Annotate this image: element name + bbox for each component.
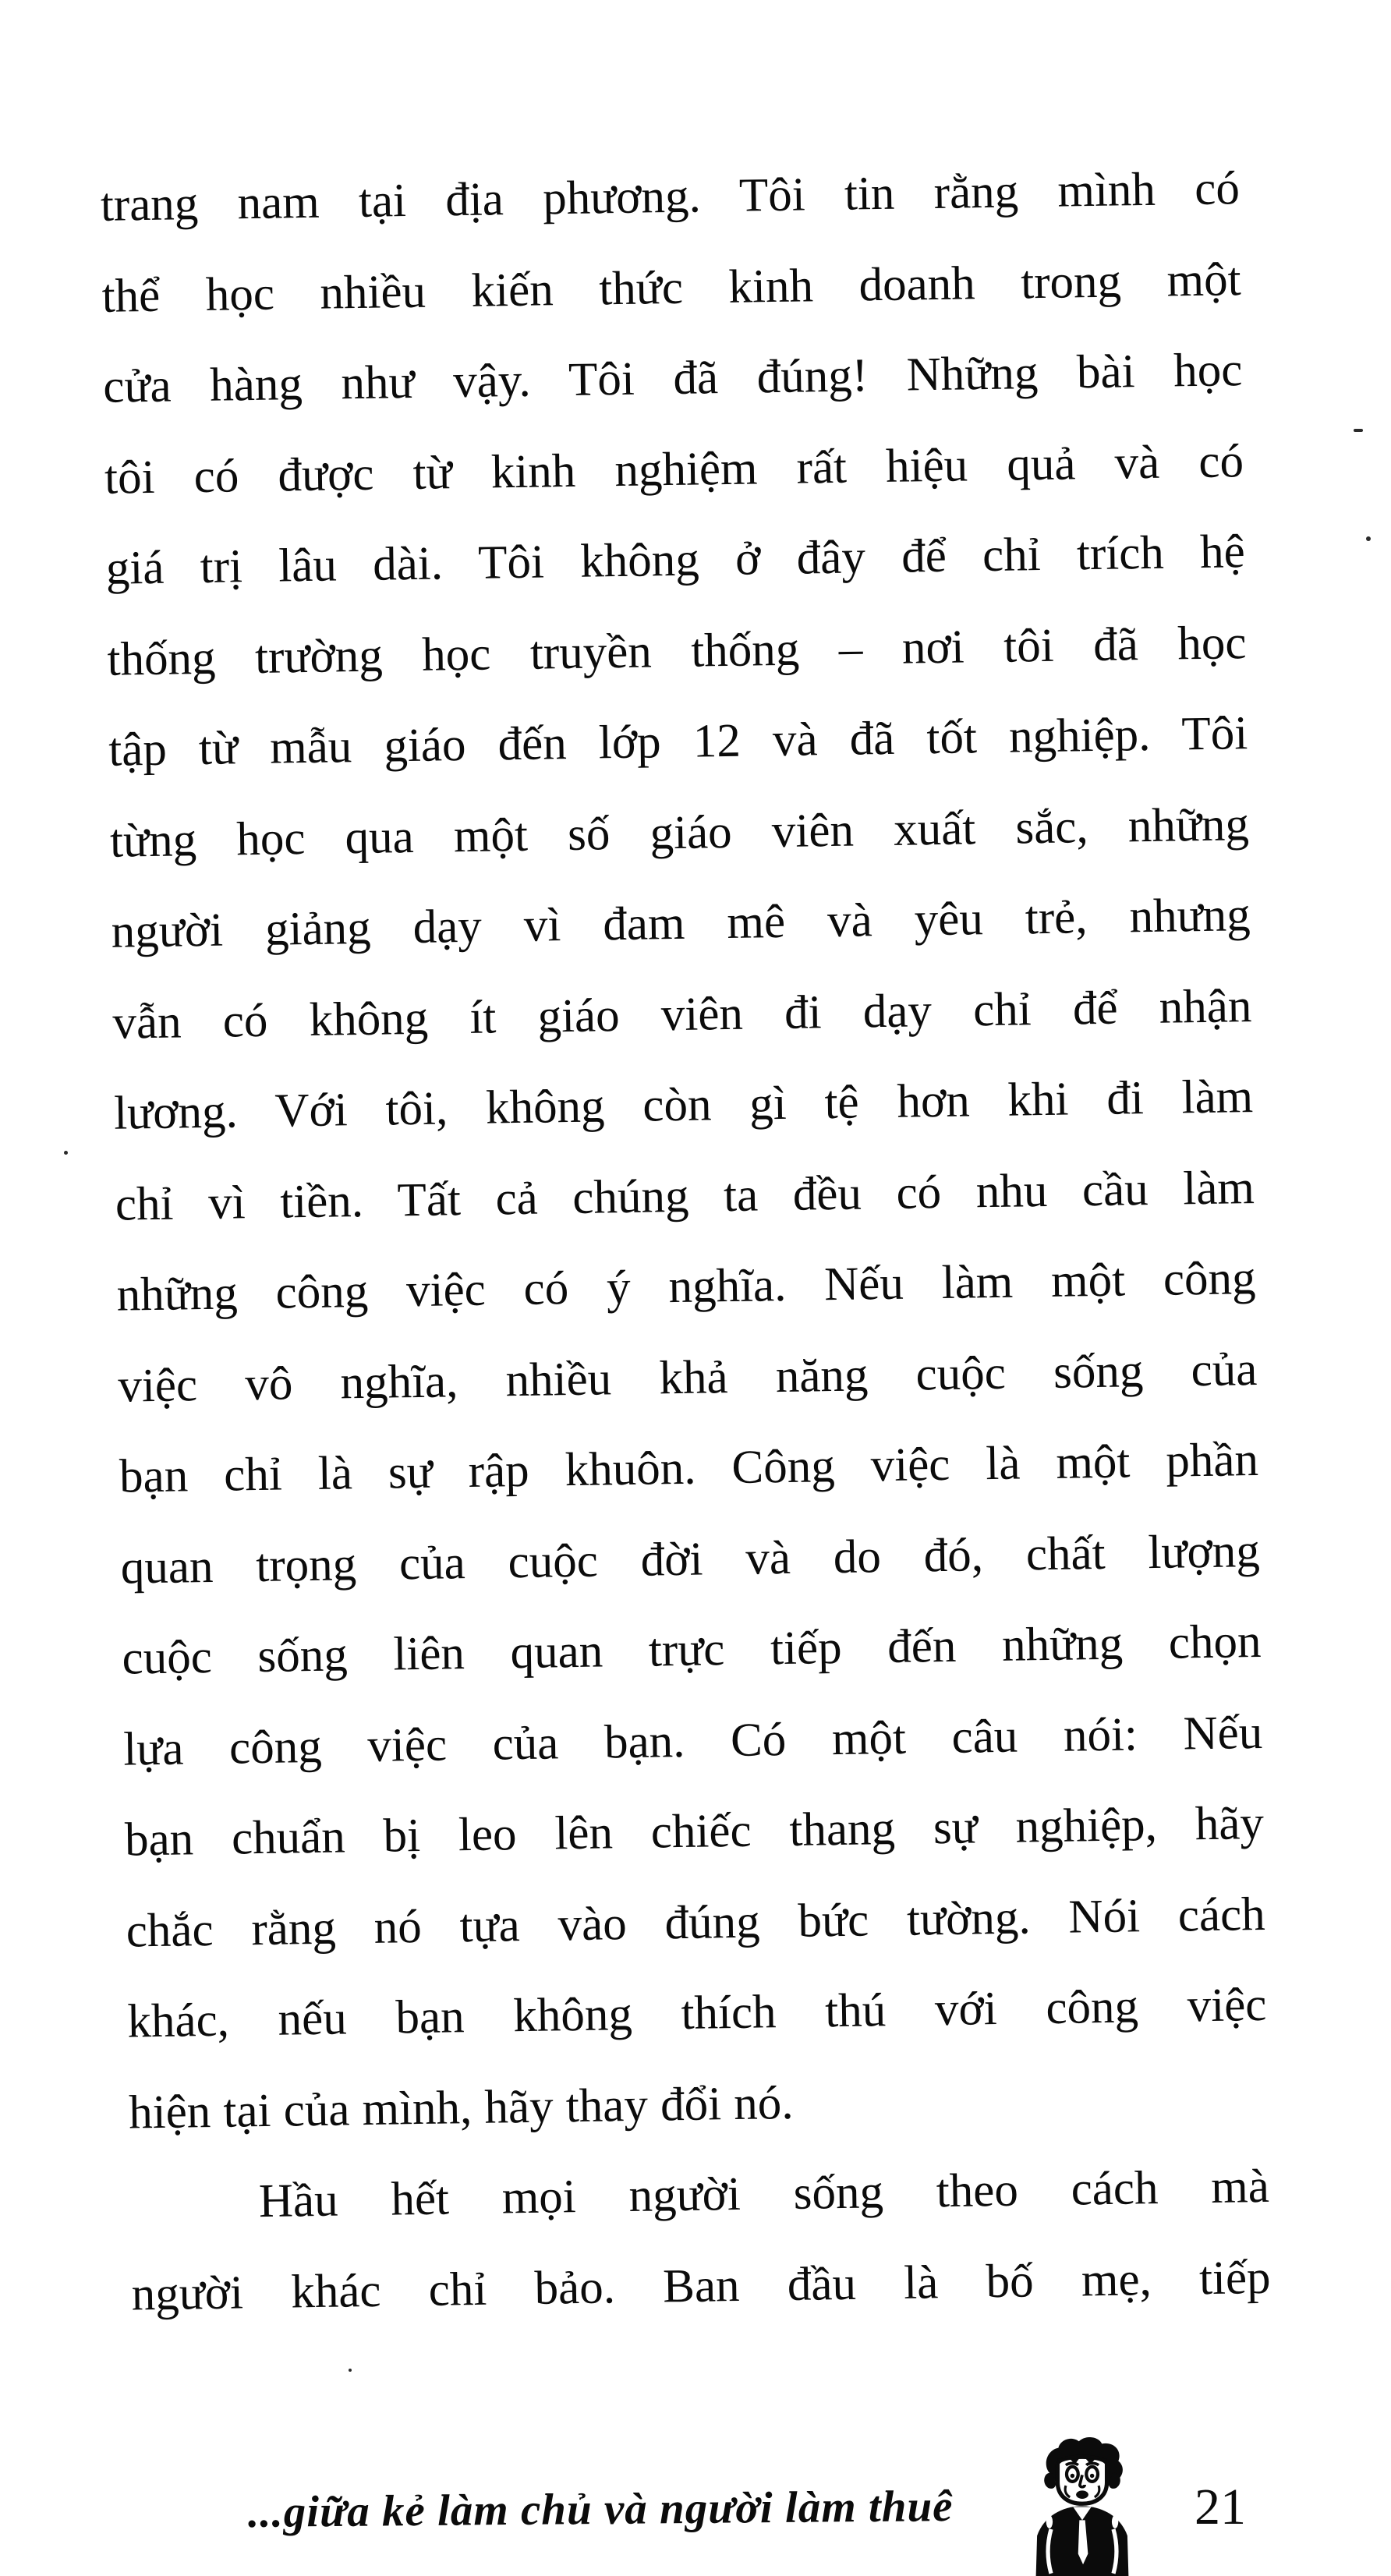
text-line: cuộc sống liên quan trực tiếp đến những chọn (122, 1615, 1262, 1685)
text-line: hiện tại của mình, hãy thay đổi nó. (128, 2076, 794, 2139)
scan-artifact (1366, 536, 1371, 541)
text-line: tôi có được từ kinh nghiệm rất hiệu quả và có (104, 434, 1244, 504)
text-line: khác, nếu bạn không thích thú với công việc (127, 1978, 1267, 2048)
text-line: giá trị lâu dài. Tôi không ở đây để chỉ trích hệ (105, 525, 1246, 595)
text-line: cửa hàng như vậy. Tôi đã đúng! Những bài học (102, 344, 1243, 413)
text-line: vẫn có không ít giáo viên đi dạy chỉ để nhận (111, 979, 1252, 1049)
text-line: chỉ vì tiền. Tất cả chúng ta đều có nhu cầu làm (115, 1161, 1255, 1231)
text-line: người giảng dạy vì đam mê và yêu trẻ, nhưng (111, 889, 1251, 958)
text-line: thể học nhiều kiến thức kinh doanh trong một (101, 253, 1241, 323)
scan-artifact (64, 1151, 68, 1155)
text-line: trang nam tại địa phương. Tôi tin rằng mình có (100, 162, 1241, 232)
text-line: lương. Với tôi, không còn gì tệ hơn khi đi làm (113, 1070, 1254, 1140)
text-line: chắc rằng nó tựa vào đúng bức tường. Nói cách (126, 1888, 1266, 1958)
text-line: từng học qua một số giáo viên xuất sắc, những (109, 798, 1250, 868)
page-number: 21 (1195, 2479, 1246, 2535)
cartoon-man-illustration (1028, 2437, 1137, 2576)
text-line: quan trọng của cuộc đời và do đó, chất lượng (120, 1524, 1261, 1594)
text-line: tập từ mẫu giáo đến lớp 12 và đã tốt nghiệp. Tôi (108, 707, 1248, 777)
text-line: việc vô nghĩa, nhiều khả năng cuộc sống của (117, 1343, 1258, 1413)
body-text (100, 143, 1271, 2340)
text-line: bạn chỉ là sự rập khuôn. Công việc là một phần (119, 1433, 1259, 1503)
scan-artifact (349, 2369, 352, 2372)
scan-artifact (1354, 429, 1363, 432)
text-line: bạn chuẩn bị leo lên chiếc thang sự nghiệp, hãy (124, 1796, 1265, 1867)
text-line: thống trường học truyền thống – nơi tôi đã học (107, 616, 1247, 686)
cartoon-man-icon (1028, 2437, 1137, 2576)
text-line: Hầu hết mọi người sống theo cách mà (258, 2160, 1270, 2228)
footer-running-title: ...giữa kẻ làm chủ và người làm thuê (247, 2482, 954, 2537)
text-line: những công việc có ý nghĩa. Nếu làm một công (116, 1252, 1257, 1322)
text-line: lựa công việc của bạn. Có một câu nói: Nếu (122, 1706, 1263, 1776)
text-line: người khác chỉ bảo. Ban đầu là bố mẹ, tiếp (131, 2251, 1272, 2321)
